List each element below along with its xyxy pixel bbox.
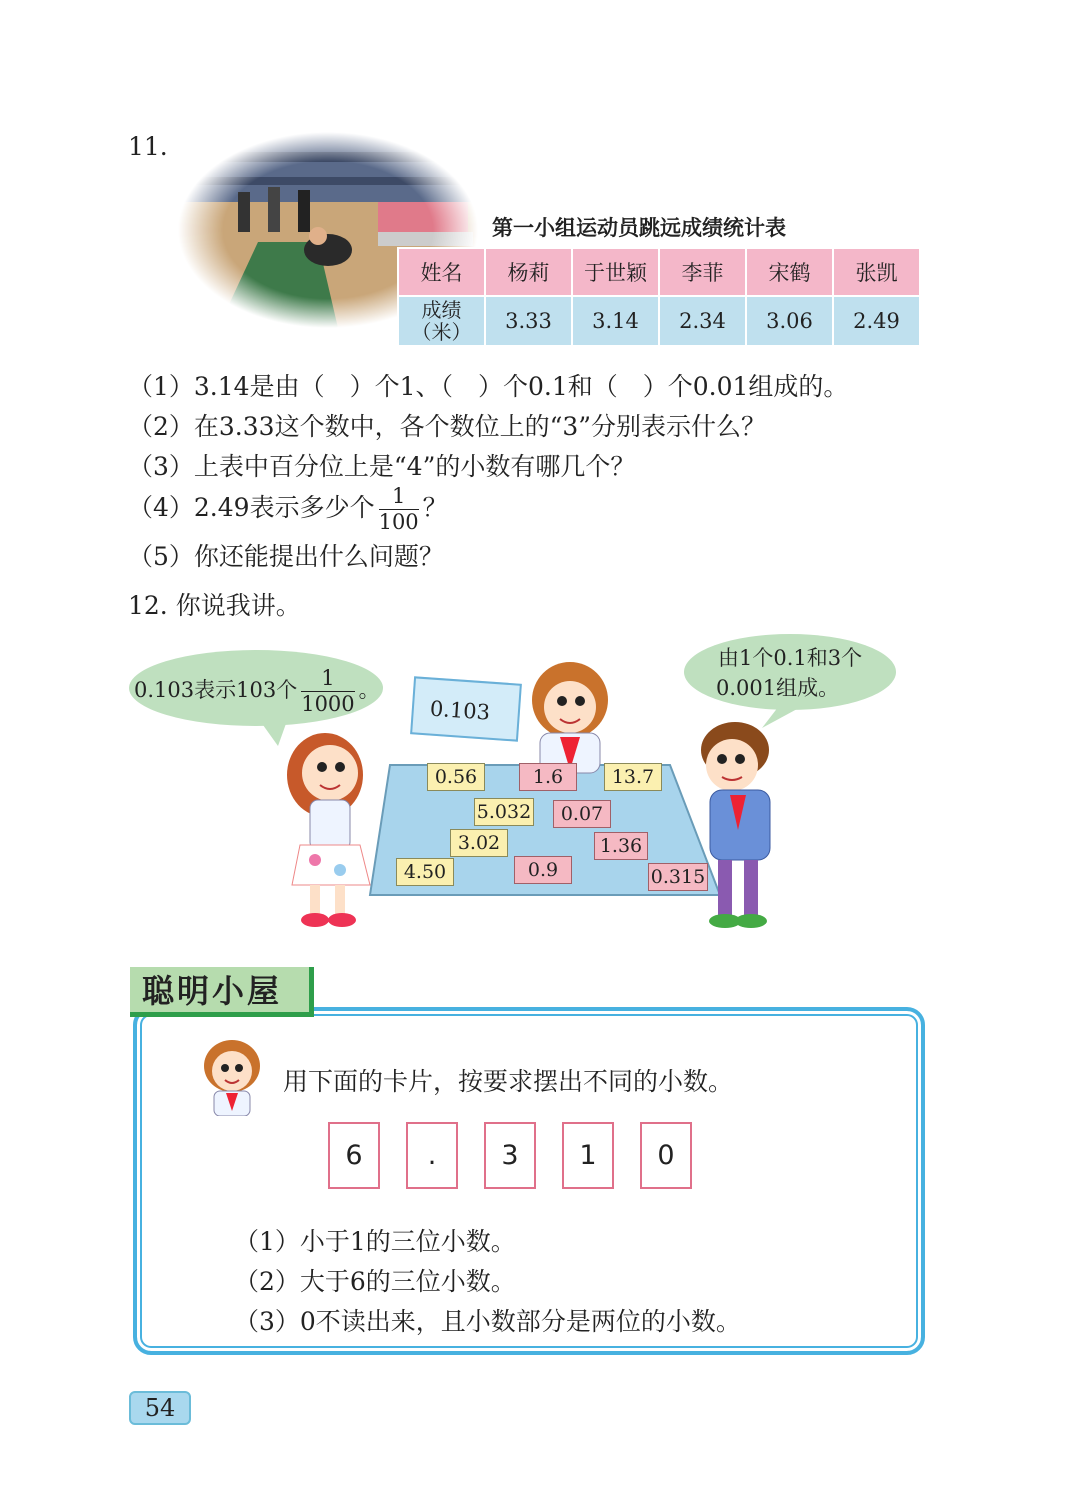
table-card: 0.07 xyxy=(553,800,611,828)
held-card: 0.103 xyxy=(410,676,522,741)
fraction-denominator: 1000 xyxy=(301,692,355,716)
table-card: 13.7 xyxy=(604,763,662,791)
clever-question-3: （3）0不读出来，且小数部分是两位的小数。 xyxy=(234,1307,741,1336)
right-bubble-line1: 由1个0.1和3个 xyxy=(718,646,863,670)
score-cell: 2.49 xyxy=(833,296,920,346)
score-cell: 3.06 xyxy=(746,296,833,346)
table-card: 5.032 xyxy=(474,798,534,826)
name-header: 姓名 xyxy=(398,248,485,296)
fraction-denominator: 100 xyxy=(378,510,419,534)
question-11-4-suffix: ？ xyxy=(422,493,448,522)
clever-house-title: 聪明小屋 xyxy=(130,967,314,1017)
table-score-row xyxy=(398,296,920,346)
table-card: 0.315 xyxy=(648,863,708,891)
page-number: 54 xyxy=(129,1391,191,1425)
digit-card: 1 xyxy=(562,1122,614,1189)
fraction-numerator: 1 xyxy=(301,668,354,692)
question-11-1: （1）3.14是由（ ）个1、（ ）个0.1和（ ）个0.01组成的。 xyxy=(128,372,849,401)
name-cell: 杨莉 xyxy=(485,248,572,296)
score-table xyxy=(397,247,921,347)
clever-question-1: （1）小于1的三位小数。 xyxy=(234,1227,516,1256)
name-cell: 张凯 xyxy=(833,248,920,296)
question-11-4 xyxy=(128,486,448,533)
table-card: 1.36 xyxy=(594,832,648,860)
digit-card: . xyxy=(406,1122,458,1189)
table-card: 4.50 xyxy=(396,858,454,886)
name-cell: 宋鹤 xyxy=(746,248,833,296)
question-11-5: （5）你还能提出什么问题？ xyxy=(128,542,444,571)
name-cell: 李菲 xyxy=(659,248,746,296)
fraction-1-100 xyxy=(379,486,419,533)
problem-12-title: 12. 你说我讲。 xyxy=(128,591,301,620)
name-cell: 于世颖 xyxy=(572,248,659,296)
table-card: 1.6 xyxy=(519,763,577,791)
score-cell: 2.34 xyxy=(659,296,746,346)
table-card: 0.56 xyxy=(427,763,485,791)
left-bubble-prefix: 0.103表示103个 xyxy=(134,678,298,702)
score-cell: 3.14 xyxy=(572,296,659,346)
digit-card: 3 xyxy=(484,1122,536,1189)
score-header-line2: （米） xyxy=(411,320,472,344)
right-bubble-line2: 0.001组成。 xyxy=(716,676,840,700)
clever-house-instruction: 用下面的卡片，按要求摆出不同的小数。 xyxy=(283,1067,734,1096)
table-header-row xyxy=(398,248,920,296)
left-bubble-suffix: 。 xyxy=(358,678,380,702)
question-11-3: （3）上表中百分位上是“4”的小数有哪几个？ xyxy=(128,452,636,481)
girl-avatar xyxy=(192,1036,272,1116)
score-header-line1: 成绩 xyxy=(421,298,462,322)
digit-card: 6 xyxy=(328,1122,380,1189)
score-header xyxy=(398,296,485,346)
question-11-4-text: （4）2.49表示多少个 xyxy=(128,493,375,522)
table-card: 3.02 xyxy=(450,829,508,857)
question-11-2: （2）在3.33这个数中，各个数位上的“3”分别表示什么？ xyxy=(128,412,767,441)
problem-11-number: 11. xyxy=(128,132,168,161)
clever-question-2: （2）大于6的三位小数。 xyxy=(234,1267,516,1296)
table-card: 0.9 xyxy=(514,856,572,884)
table-title: 第一小组运动员跳远成绩统计表 xyxy=(492,216,786,240)
fraction-numerator: 1 xyxy=(379,486,419,510)
score-cell: 3.33 xyxy=(485,296,572,346)
digit-card: 0 xyxy=(640,1122,692,1189)
classroom-illustration xyxy=(270,655,810,940)
